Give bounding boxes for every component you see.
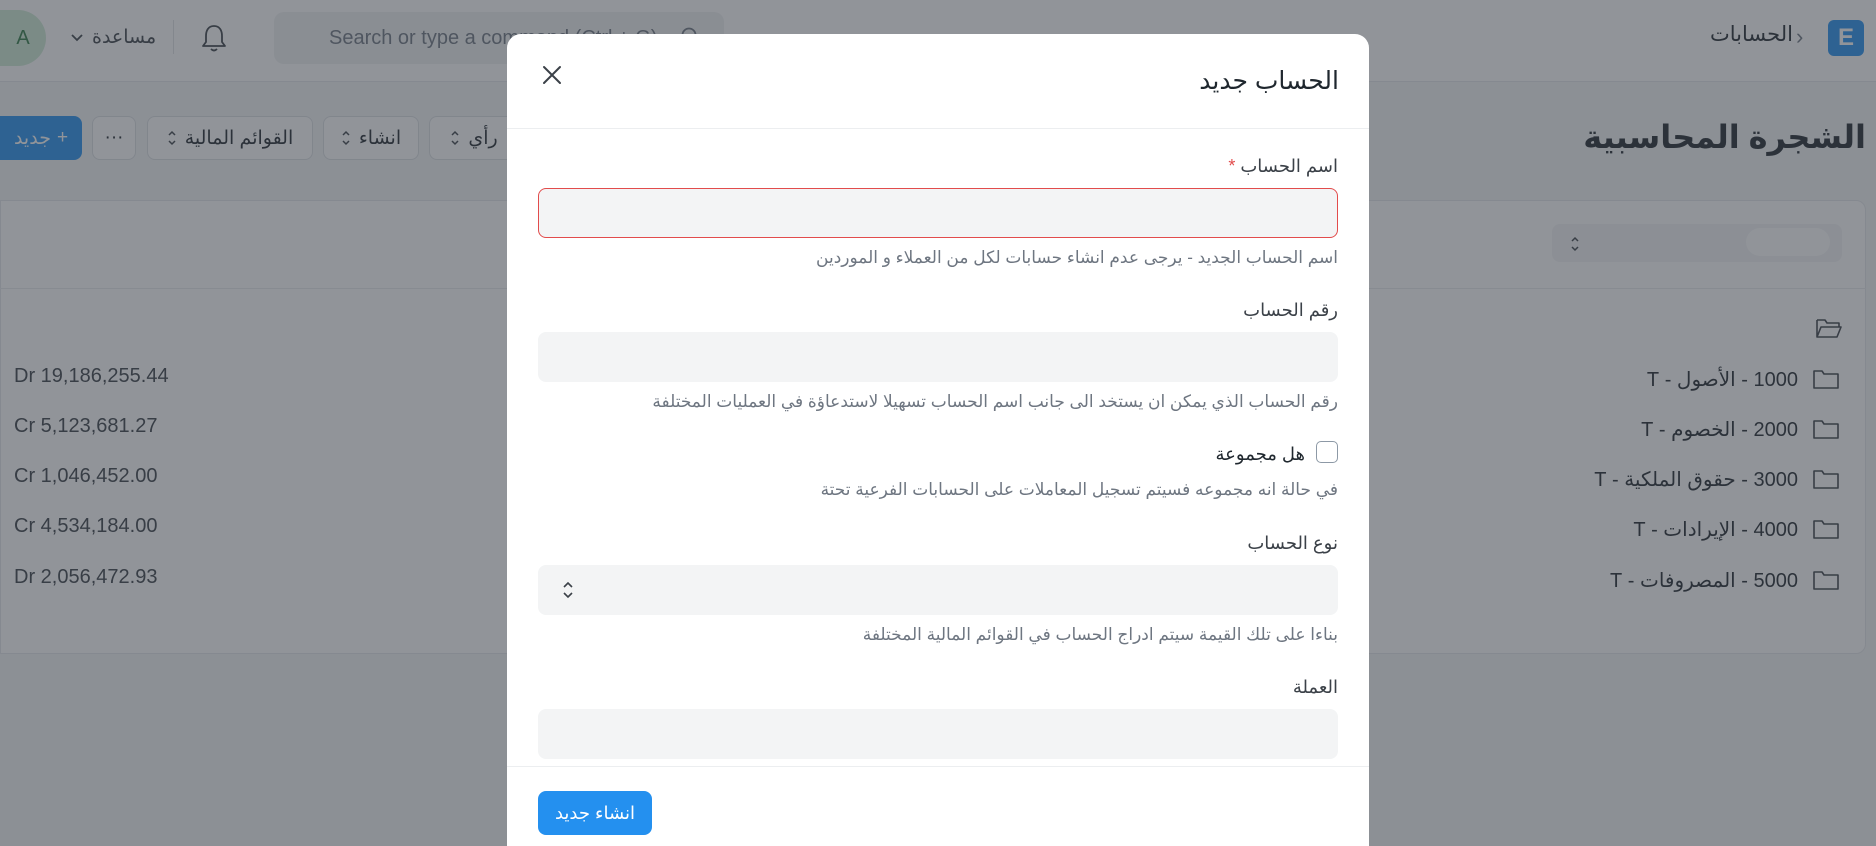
account-name-help: اسم الحساب الجديد - يرجى عدم انشاء حسابات لكل من العملاء و الموردين [816,248,1338,267]
is-group-label[interactable]: هل مجموعة [1215,444,1305,464]
account-number-help: رقم الحساب الذي يمكن ان يستخد الى جانب اسم الحساب تسهيلا لاستدعاؤة في العمليات المختلفة [652,392,1338,411]
close-icon[interactable] [541,64,563,86]
is-group-help: في حالة انه مجموعه فسيتم تسجيل المعاملات على الحسابات الفرعية تحتة [820,480,1338,499]
account-name-label-text: اسم الحساب [1240,156,1338,176]
account-number-label: رقم الحساب [1243,300,1338,320]
account-name-label [1224,156,1338,177]
currency-input[interactable] [538,709,1338,759]
account-type-label: نوع الحساب [1247,533,1338,553]
required-indicator: * [1228,156,1236,176]
currency-label: العملة [1292,677,1338,697]
updown-arrows-icon [562,580,574,600]
dialog-header [507,34,1369,129]
is-group-checkbox[interactable] [1316,441,1338,463]
dialog-title: الحساب جديد [1199,67,1339,95]
create-new-button[interactable]: انشاء جديد [538,791,652,835]
account-type-help: بناءا على تلك القيمة سيتم ادراج الحساب في القوائم المالية المختلفة [862,625,1338,644]
account-type-select[interactable] [538,565,1338,615]
account-name-input[interactable] [538,188,1338,238]
new-account-dialog [507,34,1369,846]
account-number-input[interactable] [538,332,1338,382]
